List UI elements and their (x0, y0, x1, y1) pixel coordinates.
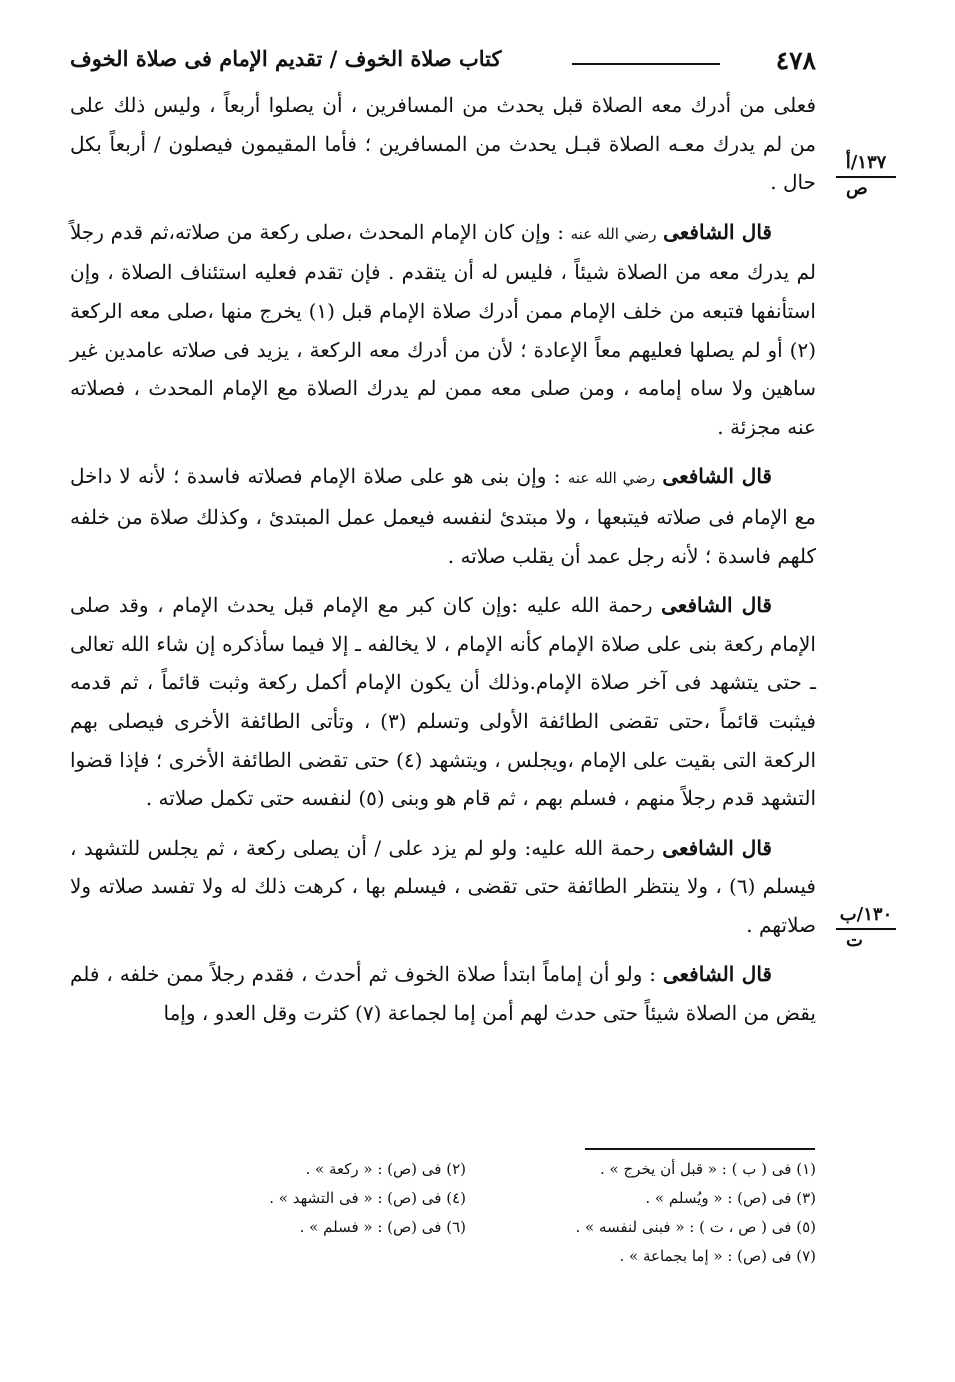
margin-folio-note (836, 152, 896, 200)
footnote-text: فى (ص) : « فسلم » . (299, 1218, 442, 1236)
footnote (576, 1218, 817, 1236)
margin-siglum: ص (846, 178, 868, 199)
footnote-number: (٤) (446, 1189, 466, 1207)
paragraph (70, 586, 816, 818)
footnote-row (70, 1160, 816, 1189)
speaker-name: قال الشافعى (662, 464, 772, 489)
footnote-number: (٦) (446, 1218, 466, 1236)
footnote-rule (585, 1148, 815, 1150)
paragraph (70, 829, 816, 945)
margin-siglum: ت (846, 930, 863, 951)
margin-folio: ١٣٧/أ (836, 152, 896, 178)
footnote-text: فى (ص) : « فى التشهد » . (269, 1189, 442, 1207)
margin-folio: ١٣٠/ب (836, 904, 896, 930)
footnote (269, 1189, 466, 1207)
paragraph-text: : وإن كان الإمام المحدث ،صلى ركعة من صلاته،ثم قدم رجلاً لم يدرك معه من الصلاة شيئاً ، فليس له أن يتقدم . فإن تقدم فعليه استئناف الصلاة ، وإن استأنفها فتبعه من خلف الإمام ممن أدرك صلاة الإمام قبل (١) يخرج منها ،صلى معه الركعة (٢) أو لم يصلها فعليهم معاً الإعادة ؛ لأن من أدرك معه الركعة ، يزيد فى صلاته عامدين غير ساهين ولا ساه إمامه ، ومن صلى معه ممن لم يدرك الصلاة مع الإمام المحدث ، فصلاته عنه مجزئة . (70, 219, 816, 439)
speaker-name: قال الشافعى (662, 962, 772, 987)
footnote (620, 1247, 817, 1265)
blessing-glyph: رضي الله عنه (567, 469, 656, 488)
paragraph-text: : وإن بنى هو على صلاة الإمام فصلاته فاسدة ؛ لأنه لا داخل مع الإمام فى صلاته فيتبعها ، ولا مبتدئ لنفسه فيعمل عمل المبتدئ ، وكذلك صلاة من خلفه كلهم فاسدة ؛ لأنه رجل عمد أن يقلب صلاته . (70, 464, 816, 568)
footnotes (70, 1160, 816, 1276)
paragraph-text: رحمة الله عليه: ولو لم يزد على / أن يصلى ركعة ، ثم يجلس للتشهد ، فيسلم (٦) ، ولا ينتظر الطائفة حتى تقضى ، فيسلم بها ، كرهت ذلك له ولا تفسد صلاته ولا صلاتهم . (70, 835, 816, 937)
paragraph (70, 457, 816, 575)
footnote-number: (٢) (446, 1160, 466, 1178)
speaker-name: قال الشافعى (662, 835, 772, 860)
footnote-text: فى (ص) : « ويُسلم » . (645, 1189, 792, 1207)
margin-folio-note (836, 904, 896, 952)
footnote-number: (٣) (796, 1189, 816, 1207)
footnote (305, 1160, 466, 1178)
footnote-row (70, 1189, 816, 1218)
header-rule (572, 63, 720, 65)
footnote-number: (١) (796, 1160, 816, 1178)
speaker-name: قال الشافعى (661, 593, 772, 618)
footnote-text: فى ( ص ، ت ) : « فبنى لنفسه » . (575, 1218, 792, 1236)
paragraph-text: فعلى من أدرك معه الصلاة قبل يحدث من المسافرين ، أن يصلوا أربعاً ، وليس ذلك على من لم يدرك معـه الصلاة قبـل يحدث من المسافرين ؛ فأما المقيمون فيصلون / أربعاً بكل حال . (70, 93, 816, 195)
footnote-text: فى ( ب ) : « قبل أن يخرج » . (600, 1160, 792, 1178)
paragraph-text: : ولو أن إماماً ابتدأ صلاة الخوف ثم أحدث ، فقدم رجلاً ممن خلفه ، فلم يقض من الصلاة شيئاً حتى حدث لهم أمن إما لجماعة (٧) كثرت وقل العدو ، وإما (70, 962, 816, 1026)
footnote-number: (٧) (796, 1247, 816, 1265)
running-title: كتاب صلاة الخوف / تقديم الإمام فى صلاة الخوف (70, 46, 502, 71)
footnote-text: فى (ص) : « ركعة » . (305, 1160, 442, 1178)
paragraph (70, 86, 816, 202)
paragraph-text: رحمة الله عليه :وإن كان كبر مع الإمام قبل يحدث الإمام ، وقد صلى الإمام ركعة بنى على صلاة الإمام كأنه الإمام ، لا يخالفه ـ إلا فيما سأذكره إن شاء الله تعالى ـ حتى يتشهد فى آخر صلاة الإمام.وذلك أن يكون الإمام أكمل ركعة وثبت قائماً ، ثم قدمه فيثبت قائماً ،حتى تقضى الطائفة الأولى وتسلم (٣) ، وتأتى الطائفة الأخرى فيصلى بهم الركعة التى بقيت على الإمام ،ويجلس ، ويتشهد (٤) حتى تقضى الطائفة الأخرى ؛ فإذا قضوا التشهد قدم رجلاً منهم ، فسلم بهم ، ثم قام هو وبنى (٥) لنفسه حتى تكمل صلاته . (70, 593, 816, 811)
footnote (645, 1189, 816, 1207)
footnote-row (70, 1247, 816, 1276)
footnote (300, 1218, 466, 1236)
page-number: ٤٧٨ (775, 46, 816, 75)
body-text (70, 86, 816, 1033)
footnote-number: (٥) (796, 1218, 816, 1236)
footnote-row (70, 1218, 816, 1247)
page-header (70, 46, 816, 82)
paragraph (70, 213, 816, 447)
footnote-text: فى (ص) : « إما بجماعة » . (619, 1247, 792, 1265)
blessing-glyph: رضي الله عنه (570, 224, 657, 243)
paragraph (70, 955, 816, 1032)
footnote (600, 1160, 816, 1178)
speaker-name: قال الشافعى (663, 219, 772, 244)
